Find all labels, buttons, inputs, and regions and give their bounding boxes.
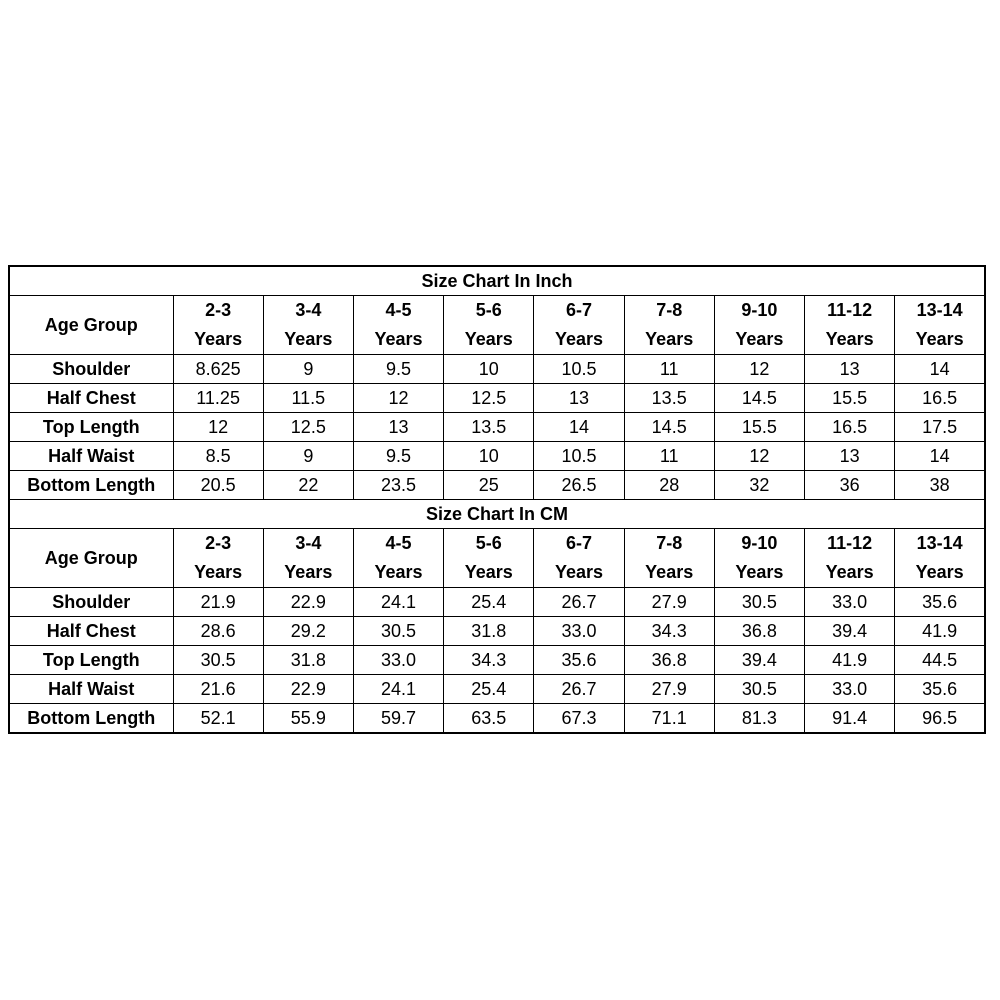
- measurement-label: Half Waist: [9, 675, 173, 704]
- measurement-value: 81.3: [714, 704, 804, 734]
- measurement-value: 12.5: [444, 384, 534, 413]
- section-title: Size Chart In Inch: [9, 266, 985, 296]
- measurement-value: 13: [353, 413, 443, 442]
- age-header-cell: [263, 529, 353, 588]
- measurement-value: 35.6: [534, 646, 624, 675]
- age-unit: Years: [735, 329, 784, 349]
- age-header-cell: [624, 296, 714, 355]
- measurement-value: 39.4: [714, 646, 804, 675]
- table-row: [9, 588, 985, 617]
- table-row: [9, 355, 985, 384]
- measurement-value: 63.5: [444, 704, 534, 734]
- measurement-value: 27.9: [624, 588, 714, 617]
- age-range: 9-10: [741, 300, 778, 320]
- measurement-value: 14.5: [714, 384, 804, 413]
- measurement-value: 10: [444, 355, 534, 384]
- age-header-cell: [353, 296, 443, 355]
- measurement-label: Top Length: [9, 646, 173, 675]
- measurement-value: 22: [263, 471, 353, 500]
- measurement-value: 25: [444, 471, 534, 500]
- age-unit: Years: [374, 562, 423, 582]
- measurement-value: 31.8: [444, 617, 534, 646]
- age-unit: Years: [464, 562, 513, 582]
- measurement-value: 28: [624, 471, 714, 500]
- measurement-value: 21.6: [173, 675, 263, 704]
- age-header-cell: [714, 529, 804, 588]
- measurement-value: 29.2: [263, 617, 353, 646]
- measurement-value: 30.5: [714, 675, 804, 704]
- age-unit: Years: [645, 562, 694, 582]
- age-range: 4-5: [385, 300, 412, 320]
- measurement-value: 12: [714, 355, 804, 384]
- measurement-value: 71.1: [624, 704, 714, 734]
- age-header-cell: [895, 296, 985, 355]
- measurement-value: 30.5: [714, 588, 804, 617]
- measurement-value: 27.9: [624, 675, 714, 704]
- measurement-value: 55.9: [263, 704, 353, 734]
- measurement-value: 14: [895, 442, 985, 471]
- age-header-row: [9, 296, 985, 355]
- age-range: 13-14: [916, 300, 963, 320]
- age-unit: Years: [554, 329, 604, 349]
- age-header-cell: [173, 529, 263, 588]
- measurement-value: 11.25: [173, 384, 263, 413]
- measurement-label: Half Chest: [9, 384, 173, 413]
- measurement-value: 13: [534, 384, 624, 413]
- measurement-value: 15.5: [714, 413, 804, 442]
- measurement-value: 34.3: [624, 617, 714, 646]
- age-header-cell: [173, 296, 263, 355]
- measurement-value: 25.4: [444, 588, 534, 617]
- measurement-value: 8.5: [173, 442, 263, 471]
- measurement-value: 17.5: [895, 413, 985, 442]
- measurement-value: 39.4: [805, 617, 895, 646]
- section-title-row: [9, 266, 985, 296]
- age-header-cell: [714, 296, 804, 355]
- measurement-value: 36.8: [624, 646, 714, 675]
- age-unit: Years: [645, 329, 694, 349]
- age-group-label: Age Group: [9, 296, 173, 355]
- measurement-value: 67.3: [534, 704, 624, 734]
- table-row: [9, 617, 985, 646]
- measurement-value: 14: [895, 355, 985, 384]
- age-unit: Years: [374, 329, 423, 349]
- measurement-value: 15.5: [805, 384, 895, 413]
- measurement-value: 30.5: [173, 646, 263, 675]
- age-header-cell: [895, 529, 985, 588]
- age-header-cell: [805, 296, 895, 355]
- measurement-value: 14: [534, 413, 624, 442]
- measurement-value: 13: [805, 442, 895, 471]
- age-group-label: Age Group: [9, 529, 173, 588]
- age-header-cell: [534, 529, 624, 588]
- age-range: 11-12: [827, 300, 873, 320]
- measurement-value: 22.9: [263, 675, 353, 704]
- measurement-value: 9: [263, 442, 353, 471]
- table-row: [9, 675, 985, 704]
- table-row: [9, 704, 985, 734]
- age-range: 11-12: [827, 533, 873, 553]
- measurement-value: 9.5: [353, 355, 443, 384]
- age-header-row: [9, 529, 985, 588]
- age-header-cell: [805, 529, 895, 588]
- measurement-value: 35.6: [895, 588, 985, 617]
- age-unit: Years: [735, 562, 784, 582]
- age-range: 6-7: [565, 533, 592, 553]
- measurement-label: Bottom Length: [9, 471, 173, 500]
- age-header-cell: [444, 529, 534, 588]
- measurement-value: 10.5: [534, 442, 624, 471]
- age-range: 5-6: [475, 533, 502, 553]
- age-unit: Years: [825, 329, 874, 349]
- measurement-value: 11.5: [263, 384, 353, 413]
- age-range: 4-5: [385, 533, 412, 553]
- measurement-value: 22.9: [263, 588, 353, 617]
- measurement-label: Top Length: [9, 413, 173, 442]
- measurement-value: 31.8: [263, 646, 353, 675]
- measurement-value: 24.1: [353, 588, 443, 617]
- age-range: 13-14: [916, 533, 963, 553]
- measurement-label: Half Chest: [9, 617, 173, 646]
- measurement-value: 11: [624, 442, 714, 471]
- measurement-value: 11: [624, 355, 714, 384]
- measurement-value: 23.5: [353, 471, 443, 500]
- table-row: [9, 384, 985, 413]
- section-title-row: [9, 500, 985, 529]
- measurement-value: 9: [263, 355, 353, 384]
- age-header-cell: [353, 529, 443, 588]
- table-row: [9, 413, 985, 442]
- measurement-value: 14.5: [624, 413, 714, 442]
- age-range: 7-8: [656, 533, 683, 553]
- measurement-value: 13: [805, 355, 895, 384]
- measurement-value: 16.5: [895, 384, 985, 413]
- age-range: 6-7: [565, 300, 592, 320]
- measurement-value: 21.9: [173, 588, 263, 617]
- measurement-label: Bottom Length: [9, 704, 173, 734]
- measurement-value: 24.1: [353, 675, 443, 704]
- age-range: 2-3: [205, 533, 232, 553]
- table-row: [9, 646, 985, 675]
- measurement-value: 41.9: [895, 617, 985, 646]
- measurement-value: 33.0: [805, 588, 895, 617]
- measurement-value: 16.5: [805, 413, 895, 442]
- age-range: 3-4: [295, 300, 322, 320]
- measurement-value: 52.1: [173, 704, 263, 734]
- age-unit: Years: [915, 329, 964, 349]
- age-unit: Years: [284, 329, 333, 349]
- measurement-value: 44.5: [895, 646, 985, 675]
- measurement-value: 10.5: [534, 355, 624, 384]
- measurement-value: 35.6: [895, 675, 985, 704]
- measurement-value: 32: [714, 471, 804, 500]
- table-row: [9, 471, 985, 500]
- age-unit: Years: [284, 562, 333, 582]
- size-chart-table: [8, 265, 986, 734]
- measurement-value: 12: [714, 442, 804, 471]
- age-range: 5-6: [475, 300, 502, 320]
- measurement-label: Shoulder: [9, 355, 173, 384]
- section-title: Size Chart In CM: [9, 500, 985, 529]
- age-unit: Years: [554, 562, 604, 582]
- measurement-value: 13.5: [444, 413, 534, 442]
- measurement-value: 13.5: [624, 384, 714, 413]
- age-unit: Years: [194, 562, 243, 582]
- measurement-value: 33.0: [353, 646, 443, 675]
- table-row: [9, 442, 985, 471]
- measurement-value: 8.625: [173, 355, 263, 384]
- measurement-value: 34.3: [444, 646, 534, 675]
- age-header-cell: [444, 296, 534, 355]
- measurement-value: 36.8: [714, 617, 804, 646]
- age-header-cell: [624, 529, 714, 588]
- measurement-value: 41.9: [805, 646, 895, 675]
- measurement-value: 33.0: [534, 617, 624, 646]
- age-range: 7-8: [656, 300, 683, 320]
- age-range: 9-10: [741, 533, 778, 553]
- age-unit: Years: [915, 562, 964, 582]
- measurement-value: 91.4: [805, 704, 895, 734]
- measurement-value: 12: [353, 384, 443, 413]
- measurement-value: 25.4: [444, 675, 534, 704]
- age-range: 3-4: [295, 533, 322, 553]
- measurement-value: 36: [805, 471, 895, 500]
- age-range: 2-3: [205, 300, 232, 320]
- measurement-value: 59.7: [353, 704, 443, 734]
- age-header-cell: [534, 296, 624, 355]
- measurement-value: 26.7: [534, 588, 624, 617]
- measurement-value: 30.5: [353, 617, 443, 646]
- measurement-value: 20.5: [173, 471, 263, 500]
- age-header-cell: [263, 296, 353, 355]
- measurement-value: 26.7: [534, 675, 624, 704]
- measurement-label: Half Waist: [9, 442, 173, 471]
- measurement-value: 9.5: [353, 442, 443, 471]
- age-unit: Years: [825, 562, 874, 582]
- age-unit: Years: [464, 329, 513, 349]
- measurement-value: 12.5: [263, 413, 353, 442]
- measurement-label: Shoulder: [9, 588, 173, 617]
- age-unit: Years: [194, 329, 243, 349]
- measurement-value: 28.6: [173, 617, 263, 646]
- measurement-value: 96.5: [895, 704, 985, 734]
- measurement-value: 38: [895, 471, 985, 500]
- measurement-value: 12: [173, 413, 263, 442]
- measurement-value: 10: [444, 442, 534, 471]
- measurement-value: 33.0: [805, 675, 895, 704]
- measurement-value: 26.5: [534, 471, 624, 500]
